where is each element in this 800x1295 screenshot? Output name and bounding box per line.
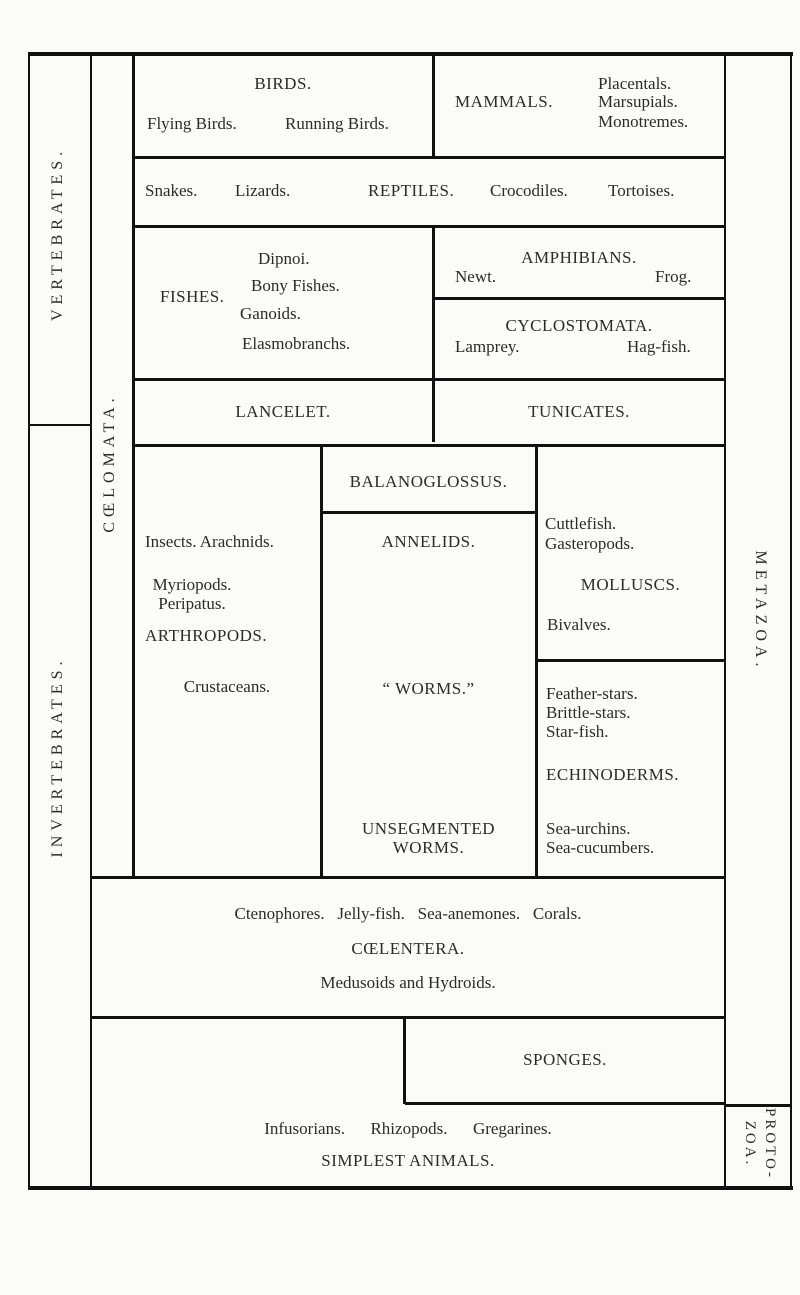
arthropods-line2: Myriopods. bbox=[152, 575, 232, 594]
echinoderms-sea-cucumbers: Sea-cucumbers. bbox=[546, 838, 655, 857]
arthropods-line1: Insects. Arachnids. bbox=[145, 532, 274, 551]
echinoderms-feather-stars: Feather-stars. bbox=[546, 684, 638, 703]
label-protozoa-line2: ZOA. bbox=[742, 1120, 758, 1168]
mammals-monotremes: Monotremes. bbox=[598, 112, 689, 131]
label-invertebrates: INVERTEBRATES. bbox=[49, 656, 66, 858]
reptiles-title: REPTILES. bbox=[368, 181, 455, 200]
metazoa-column-divider bbox=[724, 54, 726, 1188]
fishes-ganoids: Ganoids. bbox=[240, 304, 301, 323]
worms-balanoglossus: BALANOGLOSSUS. bbox=[349, 472, 508, 491]
arthropods-line3: Peripatus. bbox=[158, 594, 226, 613]
coelentera-line1: Ctenophores. Jelly-fish. Sea-anemones. Corals. bbox=[234, 904, 582, 923]
mammals-placentals: Placentals. bbox=[598, 74, 672, 93]
worms-unsegmented-line2: WORMS. bbox=[392, 838, 465, 857]
fishes-dipnoi: Dipnoi. bbox=[258, 249, 310, 268]
row-divider-sponges-bottom bbox=[405, 1102, 725, 1105]
label-metazoa: METAZOA. bbox=[752, 550, 769, 672]
simplest-line1: Infusorians. Rhizopods. Gregarines. bbox=[264, 1119, 552, 1138]
coelentera-title: CŒLENTERA. bbox=[351, 939, 465, 958]
simplest-title: SIMPLEST ANIMALS. bbox=[321, 1151, 495, 1170]
row-divider-sponges-top bbox=[92, 1016, 724, 1019]
row-divider-coelentera-top bbox=[92, 876, 724, 879]
echinoderms-brittle-stars: Brittle-stars. bbox=[546, 703, 631, 722]
birds-flying: Flying Birds. bbox=[147, 114, 237, 133]
tunicates-title: TUNICATES. bbox=[528, 402, 630, 421]
reptiles-snakes: Snakes. bbox=[145, 181, 198, 200]
arthropods-crustaceans: Crustaceans. bbox=[183, 677, 271, 696]
outer-left-border bbox=[28, 52, 30, 1188]
fishes-elasmobranchs: Elasmobranchs. bbox=[242, 334, 351, 353]
fishes-title: FISHES. bbox=[160, 287, 225, 306]
label-coelomata: CŒLOMATA. bbox=[101, 393, 118, 533]
birds-running: Running Birds. bbox=[285, 114, 389, 133]
worms-unsegmented-line1: UNSEGMENTED bbox=[362, 819, 495, 838]
reptiles-lizards: Lizards. bbox=[235, 181, 291, 200]
row-divider-invertebrates-top bbox=[134, 444, 724, 447]
echinoderms-sea-urchins: Sea-urchins. bbox=[546, 819, 631, 838]
lancelet-title: LANCELET. bbox=[235, 402, 331, 421]
echinoderms-star-fish: Star-fish. bbox=[546, 722, 609, 741]
coelentera-line3: Medusoids and Hydroids. bbox=[320, 973, 496, 992]
amphibians-cyclostomata-divider bbox=[434, 297, 724, 300]
row-divider-lancelet-top bbox=[134, 378, 724, 381]
molluscs-bivalves: Bivalves. bbox=[547, 615, 611, 634]
row-divider-reptiles-top bbox=[134, 156, 724, 159]
amphibians-newt: Newt. bbox=[455, 267, 497, 286]
birds-title: BIRDS. bbox=[254, 74, 312, 93]
molluscs-echinoderms-divider bbox=[537, 659, 724, 662]
worms-annelids: ANNELIDS. bbox=[381, 532, 476, 551]
mammals-marsupials: Marsupials. bbox=[598, 92, 678, 111]
molluscs-cuttlefish: Cuttlefish. bbox=[545, 514, 617, 533]
amphibians-frog: Frog. bbox=[655, 267, 692, 286]
outer-right-border bbox=[790, 52, 792, 1188]
reptiles-crocodiles: Crocodiles. bbox=[490, 181, 568, 200]
balanoglossus-annelids-divider bbox=[322, 511, 535, 514]
label-protozoa-line1: PROTO- bbox=[762, 1108, 778, 1180]
outer-top-border bbox=[28, 52, 793, 56]
amphibians-title: AMPHIBIANS. bbox=[521, 248, 637, 267]
cyclostomata-title: CYCLOSTOMATA. bbox=[505, 316, 653, 335]
worms-title: “ WORMS.” bbox=[382, 679, 475, 698]
vertebrate-invertebrate-divider bbox=[30, 424, 90, 426]
mammals-title: MAMMALS. bbox=[455, 92, 553, 111]
molluscs-gasteropods: Gasteropods. bbox=[545, 534, 635, 553]
fishes-bony: Bony Fishes. bbox=[251, 276, 340, 295]
birds-mammals-divider bbox=[432, 56, 435, 156]
reptiles-tortoises: Tortoises. bbox=[608, 181, 675, 200]
echinoderms-title: ECHINODERMS. bbox=[546, 765, 680, 784]
label-vertebrates: VERTEBRATES. bbox=[49, 146, 66, 321]
row-divider-fishes-top bbox=[134, 225, 724, 228]
outer-bottom-border bbox=[28, 1186, 793, 1190]
coelomata-column-divider bbox=[132, 54, 135, 876]
molluscs-title: MOLLUSCS. bbox=[580, 575, 681, 594]
cyclostomata-lamprey: Lamprey. bbox=[455, 337, 520, 356]
arthropods-title: ARTHROPODS. bbox=[145, 626, 268, 645]
sponges-title: SPONGES. bbox=[523, 1050, 607, 1069]
cyclostomata-hagfish: Hag-fish. bbox=[627, 337, 691, 356]
